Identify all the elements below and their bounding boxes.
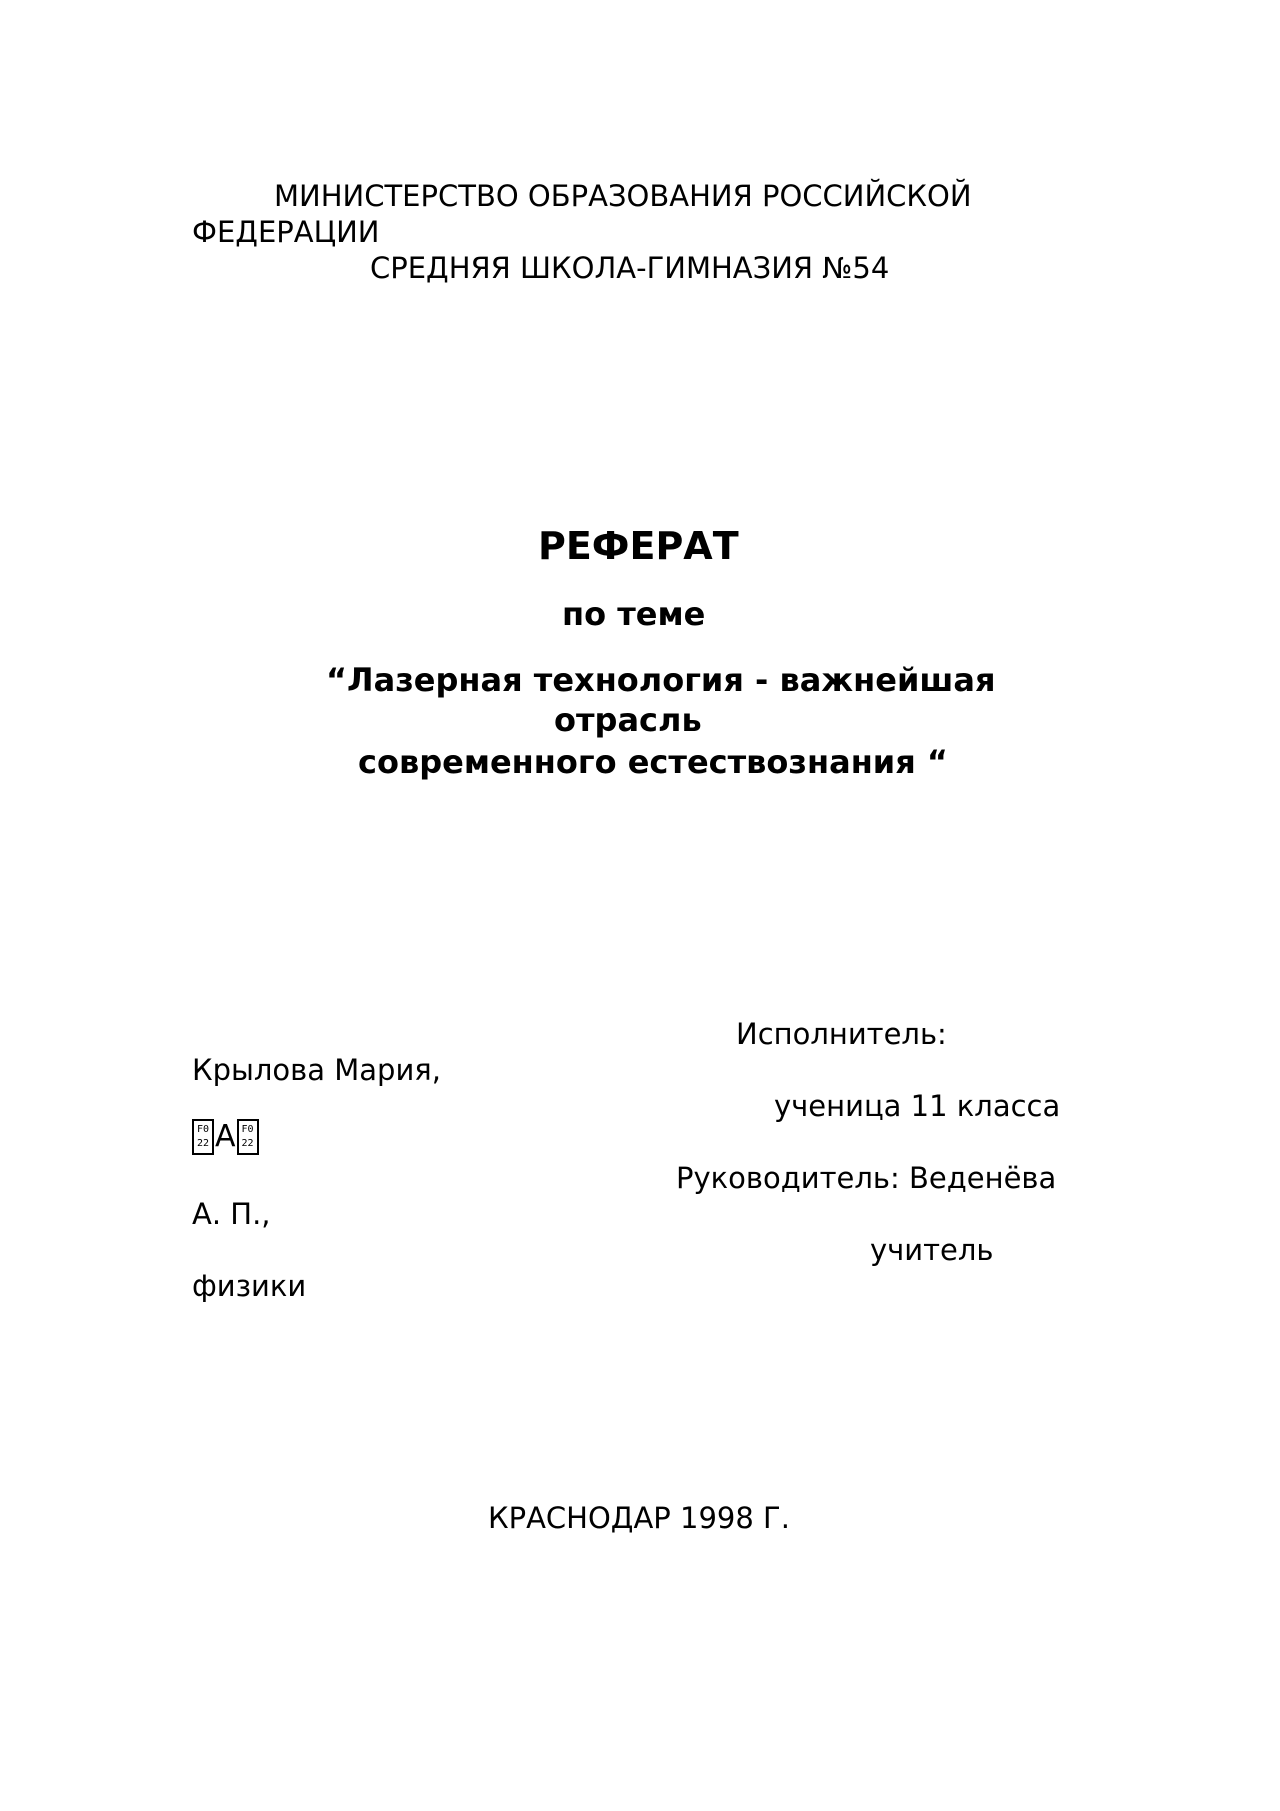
glyph-letter: А [215, 1119, 236, 1154]
ministry-line-1: МИНИСТЕРСТВО ОБРАЗОВАНИЯ РОССИЙСКОЙ [274, 179, 972, 213]
missing-glyph-group [192, 1114, 259, 1160]
ministry-line-2: ФЕДЕРАЦИИ [192, 215, 380, 249]
document-subtitle: по теме [562, 595, 706, 633]
supervisor-subject: физики [192, 1269, 307, 1303]
school-name: СРЕДНЯЯ ШКОЛА-ГИМНАЗИЯ №54 [370, 251, 890, 285]
student-name: Крылова Мария, [192, 1053, 441, 1087]
topic-line-3: современного естествознания “ [358, 743, 948, 781]
missing-glyph-icon: F0 22 [237, 1119, 259, 1155]
supervisor-initials: А. П., [192, 1197, 271, 1231]
supervisor-label: Руководитель: Веденёва [676, 1161, 1057, 1195]
executor-label: Исполнитель: [736, 1017, 947, 1051]
supervisor-role: учитель [870, 1233, 994, 1267]
topic-line-1: “Лазерная технология - важнейшая [326, 661, 996, 699]
missing-glyph-icon: F0 22 [192, 1119, 214, 1155]
topic-line-2: отрасль [554, 701, 702, 739]
document-title: РЕФЕРАТ [538, 524, 739, 568]
student-grade: ученица 11 класса [774, 1089, 1061, 1123]
city-year: КРАСНОДАР 1998 Г. [488, 1501, 790, 1535]
